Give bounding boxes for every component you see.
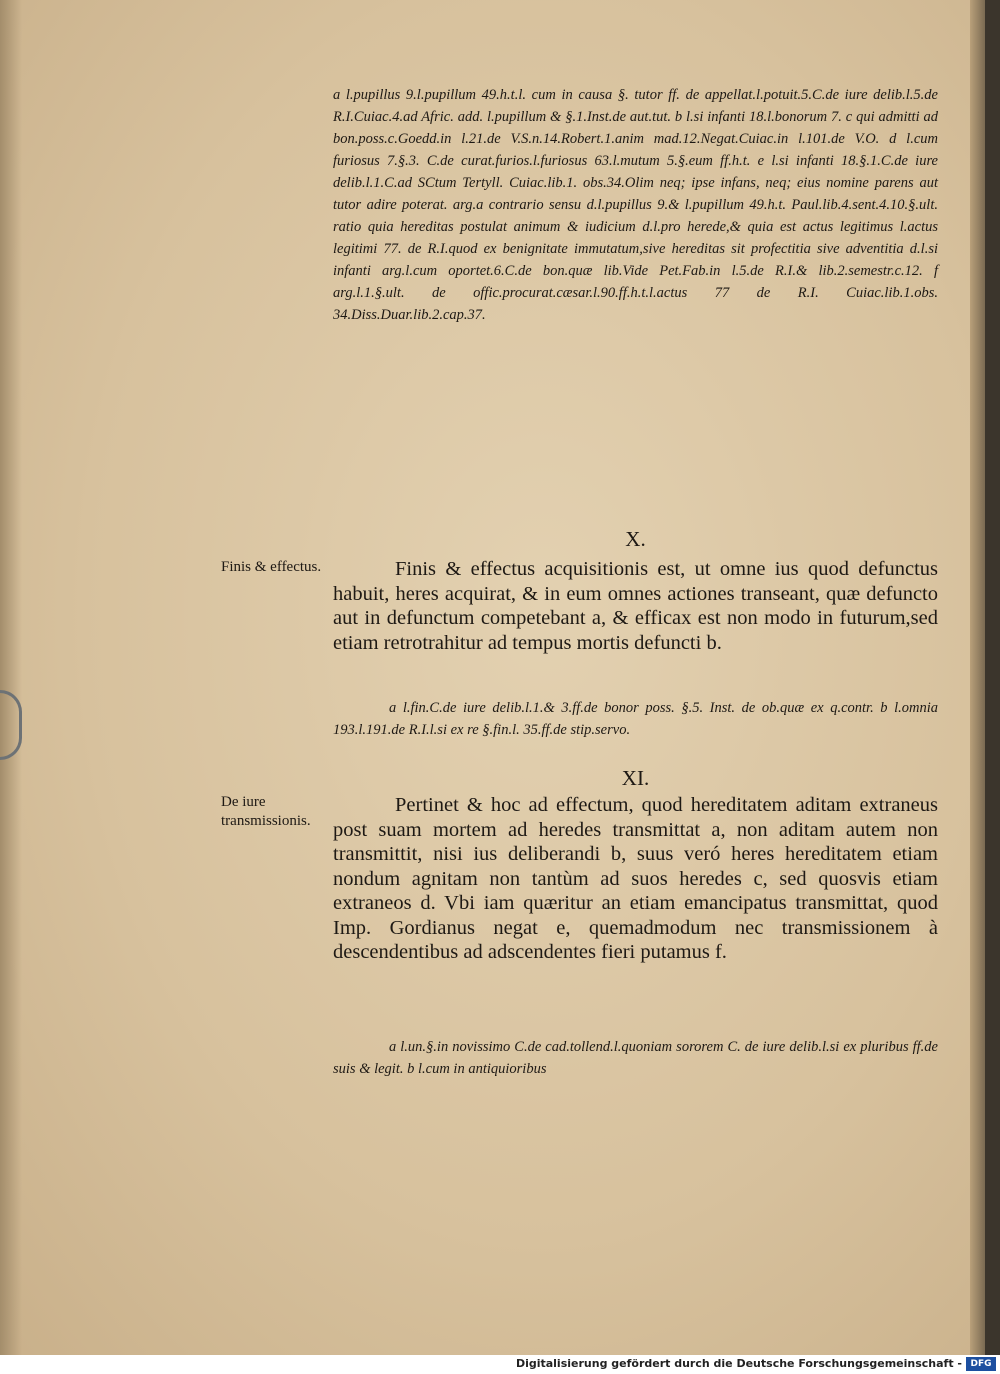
section-heading-x: X.	[625, 527, 646, 551]
binding-clasp	[0, 690, 22, 760]
margin-note-finis: Finis & effectus.	[221, 559, 322, 575]
margin-note-transmissio: De iure transmissionis.	[221, 794, 311, 829]
section-xi-text: Pertinet & hoc ad effectum, quod hereditatem aditam extraneus post suam mortem ad heredes transmittat a, non aditam autem non transmittit, nisi ius deliberandi b, suus veró heres hereditatem etiam nondum agnitam non tantùm ad suos heredes c, sed quosvis etiam extraneos d. Vbi iam quæritur an etiam emancipatus transmittat, quod Imp. Gordianus negat e, quemadmodum nec transmissionem à descendentibus ad adscendentes fieri putamus f.	[333, 794, 938, 963]
section-xi-footnote: a l.un.§.in novissimo C.de cad.tollend.l.quoniam sororem C. de iure delib.l.si ex pluribus ff.de suis & legit. b l.cum in antiquioribus	[333, 1039, 938, 1077]
section-x-footnote: a l.fin.C.de iure delib.l.1.& 3.ff.de bonor poss. §.5. Inst. de ob.quæ ex q.contr. b l.omnia 193.l.191.de R.I.l.si ex re §.fin.l. 35.ff.de stip.servo.	[333, 700, 938, 738]
dfg-logo-icon: DFG	[966, 1357, 996, 1371]
binding-shadow	[0, 0, 22, 1355]
section-x-text: Finis & effectus acquisitionis est, ut omne ius quod defunctus habuit, heres acquirat, & in eum omnes actiones transeant, quæ defuncto aut in defunctum competebant a, & efficax est non modo in futurum,sed etiam retrotrahitur ad tempus mortis defuncti b.	[333, 558, 938, 654]
page-edge	[970, 0, 985, 1355]
digitization-footer	[0, 1355, 1000, 1374]
section-heading-xi: XI.	[621, 766, 650, 790]
footer-credit: Digitalisierung gefördert durch die Deutsche Forschungsgemeinschaft -	[515, 1357, 962, 1370]
footnote-top: a l.pupillus 9.l.pupillum 49.h.t.l. cum in causa §. tutor ff. de appellat.l.potuit.5.C.de iure delib.l.5.de R.I.Cuiac.4.ad Afric. add. l.pupillum & §.1.Inst.de aut.tut. b l.si infanti 18.l.bonorum 7. c qui admitti ad bon.poss.c.Goedd.in l.21.de V.S.n.14.Robert.1.anim mad.12.Negat.Cuiac.in l.101.de V.O. d l.cum furiosus 7.§.3. C.de curat.furios.l.furiosus 63.l.mutum 5.§.eum ff.h.t. e l.si infanti 18.§.1.C.de iure delib.l.1.C.ad SCtum Tertyll. Cuiac.lib.1. obs.34.Olim neq; ipse infans, neq; eius nomine parens aut tutor adire poterat. arg.a contrario sensu d.l.pupillus 9.& l.pupillum 49.h.t. Paul.lib.4.sent.4.10.§.ult. ratio quia hereditas postulat animum & iudicium d.l.pro herede,& quia est actus legitimus l.actus legitimi 77. de R.I.quod ex benignitate immutatum,sive hereditas sit profectitia sive adventitia d.l.si infanti arg.l.cum oportet.6.C.de bon.quæ lib.Vide Pet.Fab.in l.5.de R.I.& lib.2.semestr.c.12. f arg.l.1.§.ult. de offic.procurat.cæsar.l.90.ff.h.t.l.actus 77 de R.I. Cuiac.lib.1.obs. 34.Diss.Duar.lib.2.cap.37.	[333, 87, 938, 323]
